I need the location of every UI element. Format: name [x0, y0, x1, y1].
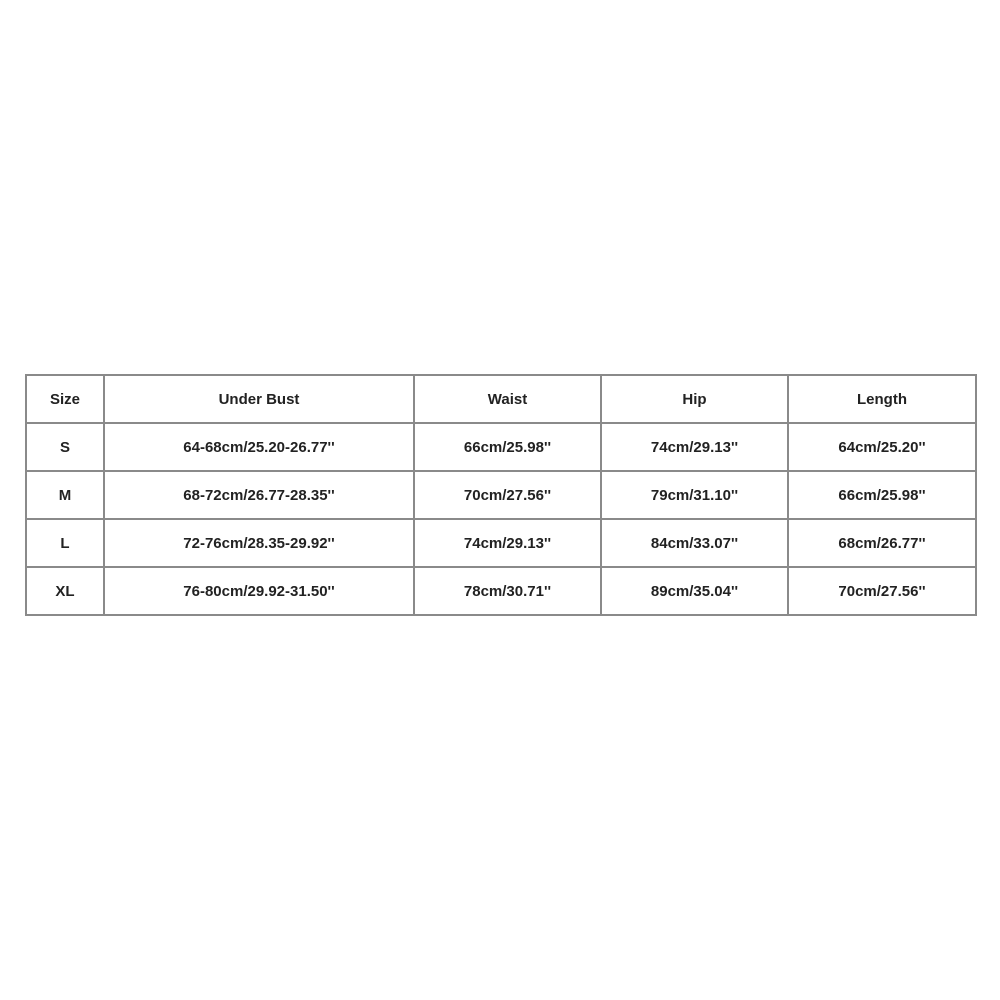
cell-waist: 66cm/25.98'' — [414, 423, 601, 471]
cell-size: M — [26, 471, 104, 519]
cell-waist: 74cm/29.13'' — [414, 519, 601, 567]
cell-waist: 70cm/27.56'' — [414, 471, 601, 519]
table-row — [26, 567, 976, 615]
cell-waist: 78cm/30.71'' — [414, 567, 601, 615]
table-row — [26, 423, 976, 471]
cell-length: 64cm/25.20'' — [788, 423, 976, 471]
table-row — [26, 519, 976, 567]
header-hip: Hip — [601, 375, 788, 423]
cell-length: 66cm/25.98'' — [788, 471, 976, 519]
table-header-row — [26, 375, 976, 423]
cell-hip: 74cm/29.13'' — [601, 423, 788, 471]
cell-under-bust: 76-80cm/29.92-31.50'' — [104, 567, 414, 615]
header-length: Length — [788, 375, 976, 423]
cell-length: 68cm/26.77'' — [788, 519, 976, 567]
table-row — [26, 471, 976, 519]
header-size: Size — [26, 375, 104, 423]
cell-length: 70cm/27.56'' — [788, 567, 976, 615]
cell-under-bust: 72-76cm/28.35-29.92'' — [104, 519, 414, 567]
size-chart-table — [25, 374, 977, 616]
cell-size: XL — [26, 567, 104, 615]
cell-hip: 79cm/31.10'' — [601, 471, 788, 519]
header-waist: Waist — [414, 375, 601, 423]
header-under-bust: Under Bust — [104, 375, 414, 423]
cell-size: S — [26, 423, 104, 471]
cell-hip: 89cm/35.04'' — [601, 567, 788, 615]
cell-hip: 84cm/33.07'' — [601, 519, 788, 567]
cell-under-bust: 64-68cm/25.20-26.77'' — [104, 423, 414, 471]
cell-size: L — [26, 519, 104, 567]
cell-under-bust: 68-72cm/26.77-28.35'' — [104, 471, 414, 519]
